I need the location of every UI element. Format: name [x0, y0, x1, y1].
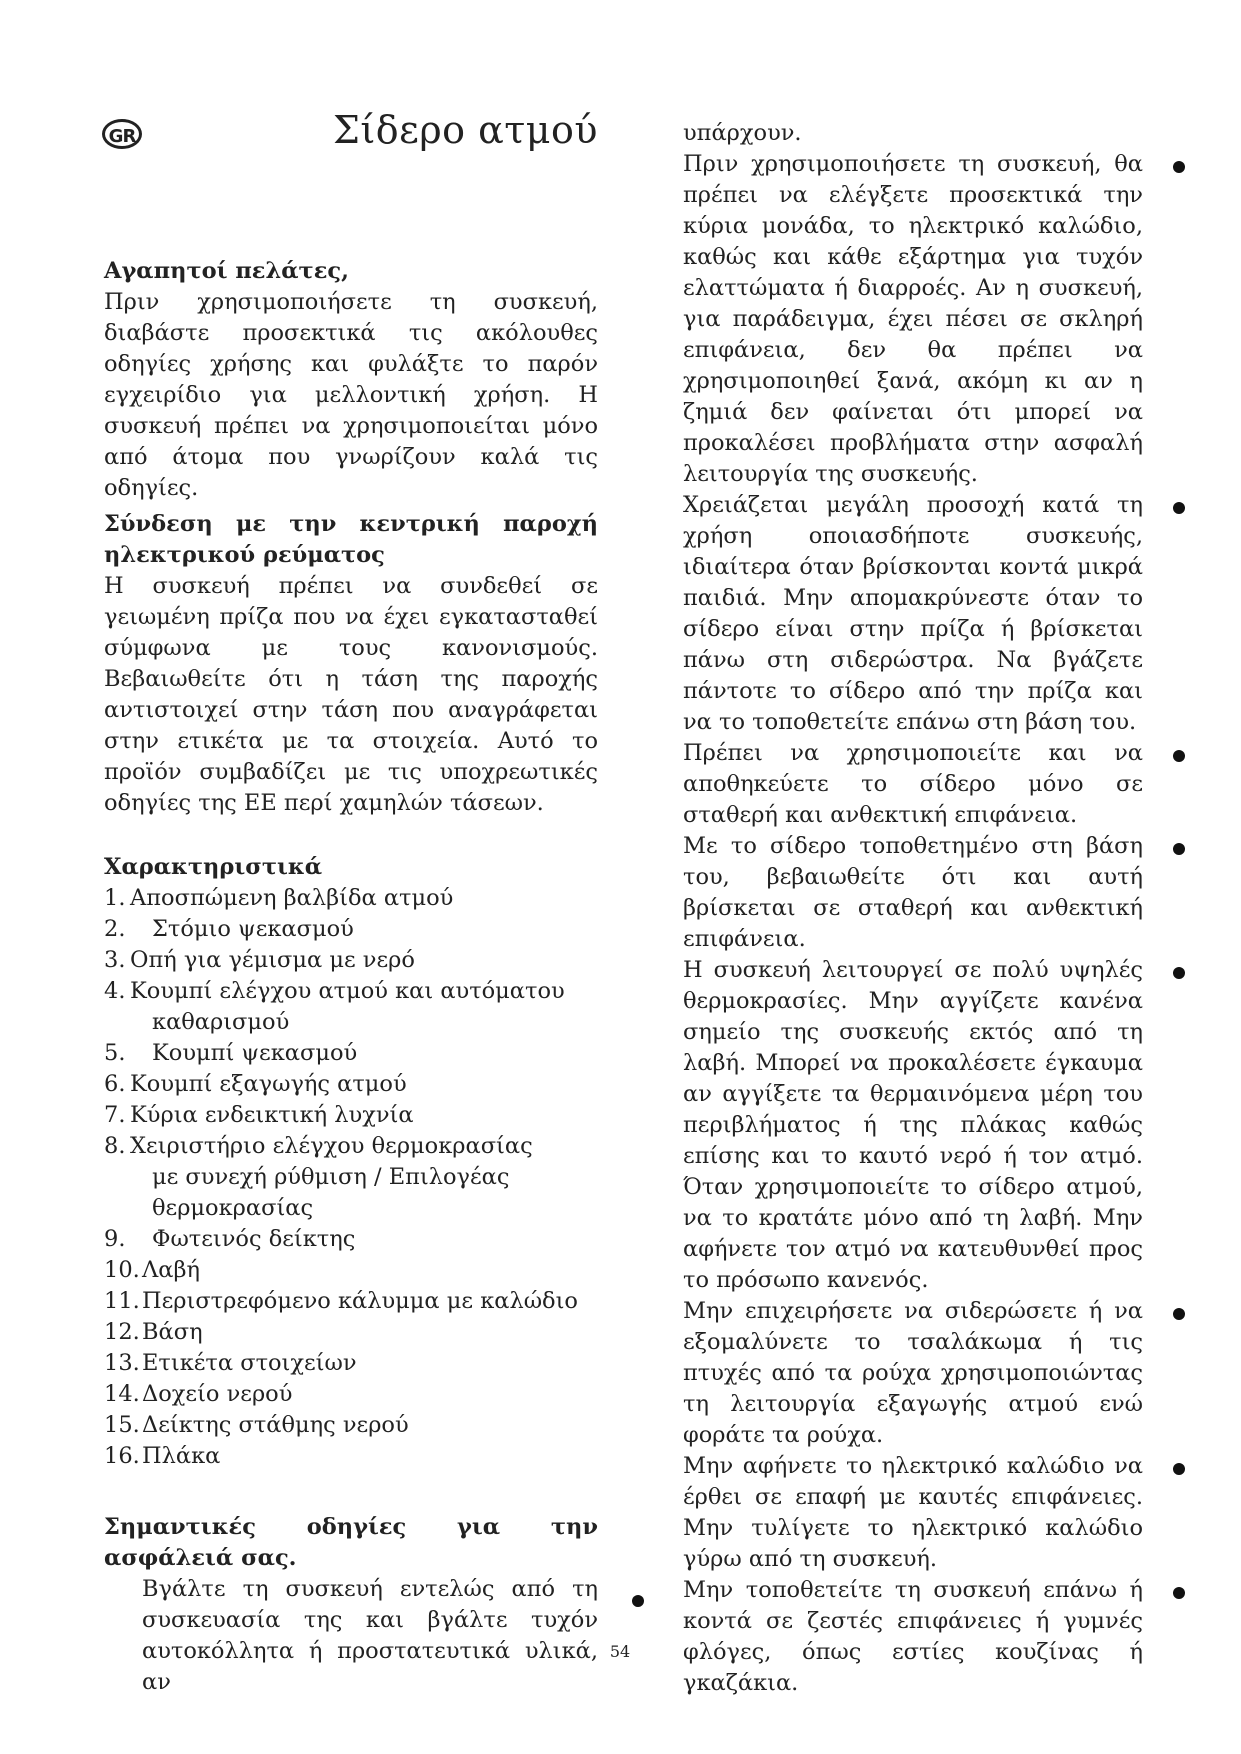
greeting-heading: Αγαπητοί πελάτες, [104, 258, 349, 284]
greeting-text: Πριν χρησιμοποιήσετε τη συσκευή, διαβάστε προσεκτικά τις ακόλουθες οδηγίες χρήσης και φυλάξτε το παρόν εγχειρίδιο για μελλοντική χρήση. Η συσκευή πρέπει να χρησιμοποιείται μόνο από άτομα που γνωρίζουν καλά τις οδηγίες. [104, 289, 598, 501]
list-item: 2. Στόμιο ψεκασμού [104, 916, 354, 942]
safety-item [104, 1574, 598, 1698]
list-item: 12. Βάση [104, 1319, 203, 1345]
safety-heading: Σημαντικές οδηγίες για την ασφάλειά σας. [104, 1514, 598, 1571]
safety-list [683, 149, 1143, 1699]
list-item: 14. Δοχείο νερού [104, 1381, 293, 1407]
connection-text: Η συσκευή πρέπει να συνδεθεί σε γειωμένη πρίζα που να έχει εγκατασταθεί σύμφωνα με τους κανονισμούς. Βεβαιωθείτε ότι η τάση της παροχής αντιστοιχεί στην τάση που αναγράφεται στην ετικέτα με τα στοιχεία. Αυτό το προϊόν συμβαδίζει με τις υποχρεωτικές οδηγίες της ΕΕ περί χαμηλών τάσεων. [104, 573, 598, 816]
bullet-icon [1173, 1308, 1185, 1320]
safety-item: Χρειάζεται μεγάλη προσοχή κατά τη χρήση οποιασδήποτε συσκευής, ιδιαίτερα όταν βρίσκονται κοντά μικρά παιδιά. Μην απομακρύνεστε όταν το σίδερο είναι στην πρίζα ή βρίσκεται πάνω στη σιδερώστρα. Να βγάζετε πάντοτε το σίδερο από την πρίζα και να το τοποθετείτε επάνω στη βάση του. [683, 490, 1143, 738]
bullet-icon [1173, 161, 1185, 173]
list-item: 16. Πλάκα [104, 1443, 221, 1469]
language-badge: GR [102, 119, 142, 149]
safety-item: Μην αφήνετε το ηλεκτρικό καλώδιο να έρθει σε επαφή με καυτές επιφάνειες. Μην τυλίγετε το ηλεκτρικό καλώδιο γύρω από τη συσκευή. [683, 1451, 1143, 1575]
bullet-icon [1173, 1587, 1185, 1599]
safety-item: Μην τοποθετείτε τη συσκευή επάνω ή κοντά σε ζεστές επιφάνειες ή γυμνές φλόγες, όπως εστίες κουζίνας ή γκαζάκια. [683, 1575, 1143, 1699]
list-item: 7. Κύρια ενδεικτική λυχνία [104, 1102, 414, 1128]
page-title: Σίδερο ατμού [333, 108, 598, 152]
page-number: 54 [609, 1642, 631, 1661]
features-section [104, 852, 598, 1472]
bullet-icon [1173, 750, 1185, 762]
list-item: 5. Κουμπί ψεκασμού [104, 1040, 358, 1066]
list-item: 9. Φωτεινός δείκτης [104, 1226, 356, 1252]
list-item: 1. Αποσπώμενη βαλβίδα ατμού [104, 885, 454, 911]
features-heading: Χαρακτηριστικά [104, 854, 323, 880]
list-item: 15. Δείκτης στάθμης νερού [104, 1412, 409, 1438]
safety-continuation: υπάρχουν. [683, 120, 802, 146]
connection-heading: Σύνδεση με την κεντρική παροχή ηλεκτρικού ρεύματος [104, 511, 598, 568]
safety-item: Μην επιχειρήσετε να σιδερώσετε ή να εξομαλύνετε το τσαλάκωμα ή τις πτυχές από τα ρούχα χρησιμοποιώντας τη λειτουργία εξαγωγής ατμού ενώ φοράτε τα ρούχα. [683, 1296, 1143, 1451]
list-item: 6. Κουμπί εξαγωγής ατμού [104, 1071, 407, 1097]
list-item: 13. Ετικέτα στοιχείων [104, 1350, 357, 1376]
list-item: 10. Λαβή [104, 1257, 200, 1283]
list-item: 8. Χειριστήριο ελέγχου θερμοκρασίας με συνεχή ρύθμιση / Επιλογέας θερμοκρασίας [104, 1133, 533, 1221]
features-list [104, 883, 598, 1472]
list-item: 4. Κουμπί ελέγχου ατμού και αυτόματου καθαρισμού [104, 978, 565, 1035]
safety-section [104, 1512, 598, 1698]
list-item: 11. Περιστρεφόμενο κάλυμμα με καλώδιο [104, 1288, 578, 1314]
list-item: 3. Οπή για γέμισμα με νερό [104, 947, 415, 973]
connection-section [104, 509, 598, 819]
safety-item: Η συσκευή λειτουργεί σε πολύ υψηλές θερμοκρασίες. Μην αγγίζετε κανένα σημείο της συσκευής εκτός από τη λαβή. Μπορεί να προκαλέσετε έγκαυμα αν αγγίξετε τα θερμαινόμενα μέρη του περιβλήματος ή της πλάκας καθώς επίσης και το καυτό νερό ή τον ατμό. Όταν χρησιμοποιείτε το σίδερο ατμού, να το κρατάτε μόνο από τη λαβή. Μην αφήνετε τον ατμό να κατευθυνθεί προς το πρόσωπο κανενός. [683, 955, 1143, 1296]
safety-item: Πριν χρησιμοποιήσετε τη συσκευή, θα πρέπει να ελέγξετε προσεκτικά την κύρια μονάδα, το ηλεκτρικό καλώδιο, καθώς και κάθε εξάρτημα για τυχόν ελαττώματα ή διαρροές. Αν η συσκευή, για παράδειγμα, έχει πέσει σε σκληρή επιφάνεια, δεν θα πρέπει να χρησιμοποιηθεί ξανά, ακόμη κι αν η ζημιά δεν φαίνεται ότι μπορεί να προκαλέσει προβλήματα στην ασφαλή λειτουργία της συσκευής. [683, 149, 1143, 490]
greeting-section [104, 256, 598, 504]
bullet-icon [632, 1595, 644, 1607]
safety-item-text: Βγάλτε τη συσκευή εντελώς από τη συσκευασία της και βγάλτε τυχόν αυτοκόλλητα ή προστατευτικά υλικά, αν [142, 1576, 598, 1695]
safety-item: Πρέπει να χρησιμοποιείτε και να αποθηκεύετε το σίδερο μόνο σε σταθερή και ανθεκτική επιφάνεια. [683, 738, 1143, 831]
bullet-icon [1173, 967, 1185, 979]
bullet-icon [1173, 502, 1185, 514]
bullet-icon [1173, 843, 1185, 855]
right-column [683, 118, 1143, 1699]
bullet-icon [1173, 1463, 1185, 1475]
safety-item: Με το σίδερο τοποθετημένο στη βάση του, βεβαιωθείτε ότι και αυτή βρίσκεται σε σταθερή και ανθεκτική επιφάνεια. [683, 831, 1143, 955]
